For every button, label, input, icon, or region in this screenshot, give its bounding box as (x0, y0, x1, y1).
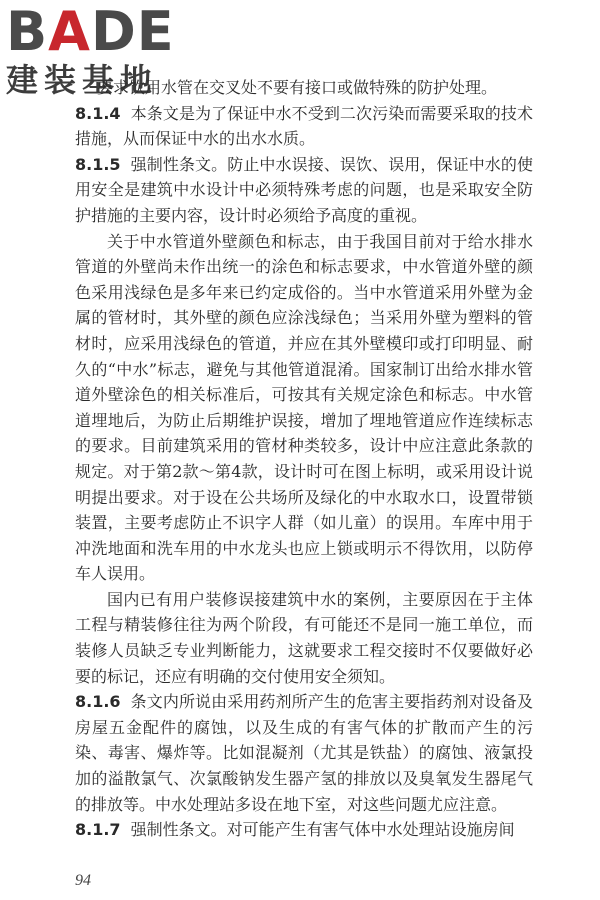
document-body (75, 75, 533, 843)
clause-number: 8.1.5 (75, 154, 121, 174)
page-number: 94 (75, 872, 91, 889)
paragraph (75, 152, 533, 229)
paragraph (75, 817, 533, 843)
clause-number: 8.1.6 (75, 692, 121, 712)
paragraph (75, 229, 533, 587)
paragraph-text: 本条文是为了保证中水不受到二次污染而需要采取的技术措施，从而保证中水的出水水质。 (75, 103, 533, 149)
paragraph-text: 强制性条文。对可能产生有害气体中水处理站设施房间 (130, 820, 515, 840)
clause-number: 8.1.4 (75, 103, 121, 123)
paragraph-text: 国内已有用户装修误接建筑中水的案例，主要原因在于主体工程与精装修往往为两个阶段，有可能还不是同一施工单位，而装修人员缺乏专业判断能力，这就要求工程交接时不仅要做好必要的标记，还应有明确的交付使用安全须知。 (75, 589, 533, 686)
logo-letters-de: DE (90, 0, 175, 63)
paragraph (75, 101, 533, 152)
logo-letter-b: B (6, 0, 49, 63)
paragraph-text: 强制性条文。防止中水误接、误饮、误用，保证中水的使用安全是建筑中水设计中必须特殊考虑的问题，也是采取安全防护措施的主要内容，设计时必须给予高度的重视。 (75, 154, 533, 225)
clause-number: 8.1.7 (75, 820, 121, 840)
paragraph-text: 条文内所说由采用药剂所产生的危害主要指药剂对设备及房屋五金配件的腐蚀，以及生成的有害气体的扩散而产生的污染、毒害、爆炸等。比如混凝剂（尤其是铁盐）的腐蚀、液氯投加的溢散氯气、次氯酸钠发生器产氢的排放以及臭氧发生器尾气的排放等。中水处理站多设在地下室，对这些问题尤应注意。 (75, 692, 533, 814)
logo-letter-a: A (48, 0, 91, 63)
paragraph (75, 689, 533, 817)
paragraph (75, 587, 533, 689)
logo-wordmark (6, 0, 206, 63)
paragraph-text: 要求饮用水管在交叉处不要有接口或做特殊的防护处理。 (97, 78, 498, 97)
paragraph-text: 关于中水管道外壁颜色和标志，由于我国目前对于给水排水管道的外壁尚未作出统一的涂色和标志要求，中水管道外壁的颜色采用浅绿色是多年来已约定成俗的。当中水管道采用外壁为金属的管材时，其外壁的颜色应涂浅绿色；当采用外壁为塑料的管材时，应采用浅绿色的管道，并应在其外壁模印或打印明显、耐久的“中水”标志，避免与其他管道混淆。国家制订出给水排水管道外壁涂色的相关标准后，可按其有关规定涂色和标志。中水管道埋地后，为防止后期维护误接，增加了埋地管道应作连续标志的要求。目前建筑采用的管材种类较多，设计中应注意此条款的规定。对于第2款～第4款，设计时可在图上标明，或采用设计说明提出要求。对于设在公共场所及绿化的中水取水口，设置带锁装置，主要考虑防止不识字人群（如儿童）的误用。车库中用于冲洗地面和洗车用的中水龙头也应上锁或明示不得饮用，以防停车人误用。 (75, 231, 533, 584)
paragraph (75, 75, 533, 101)
logo-subtitle: 建装基地 (6, 61, 159, 99)
